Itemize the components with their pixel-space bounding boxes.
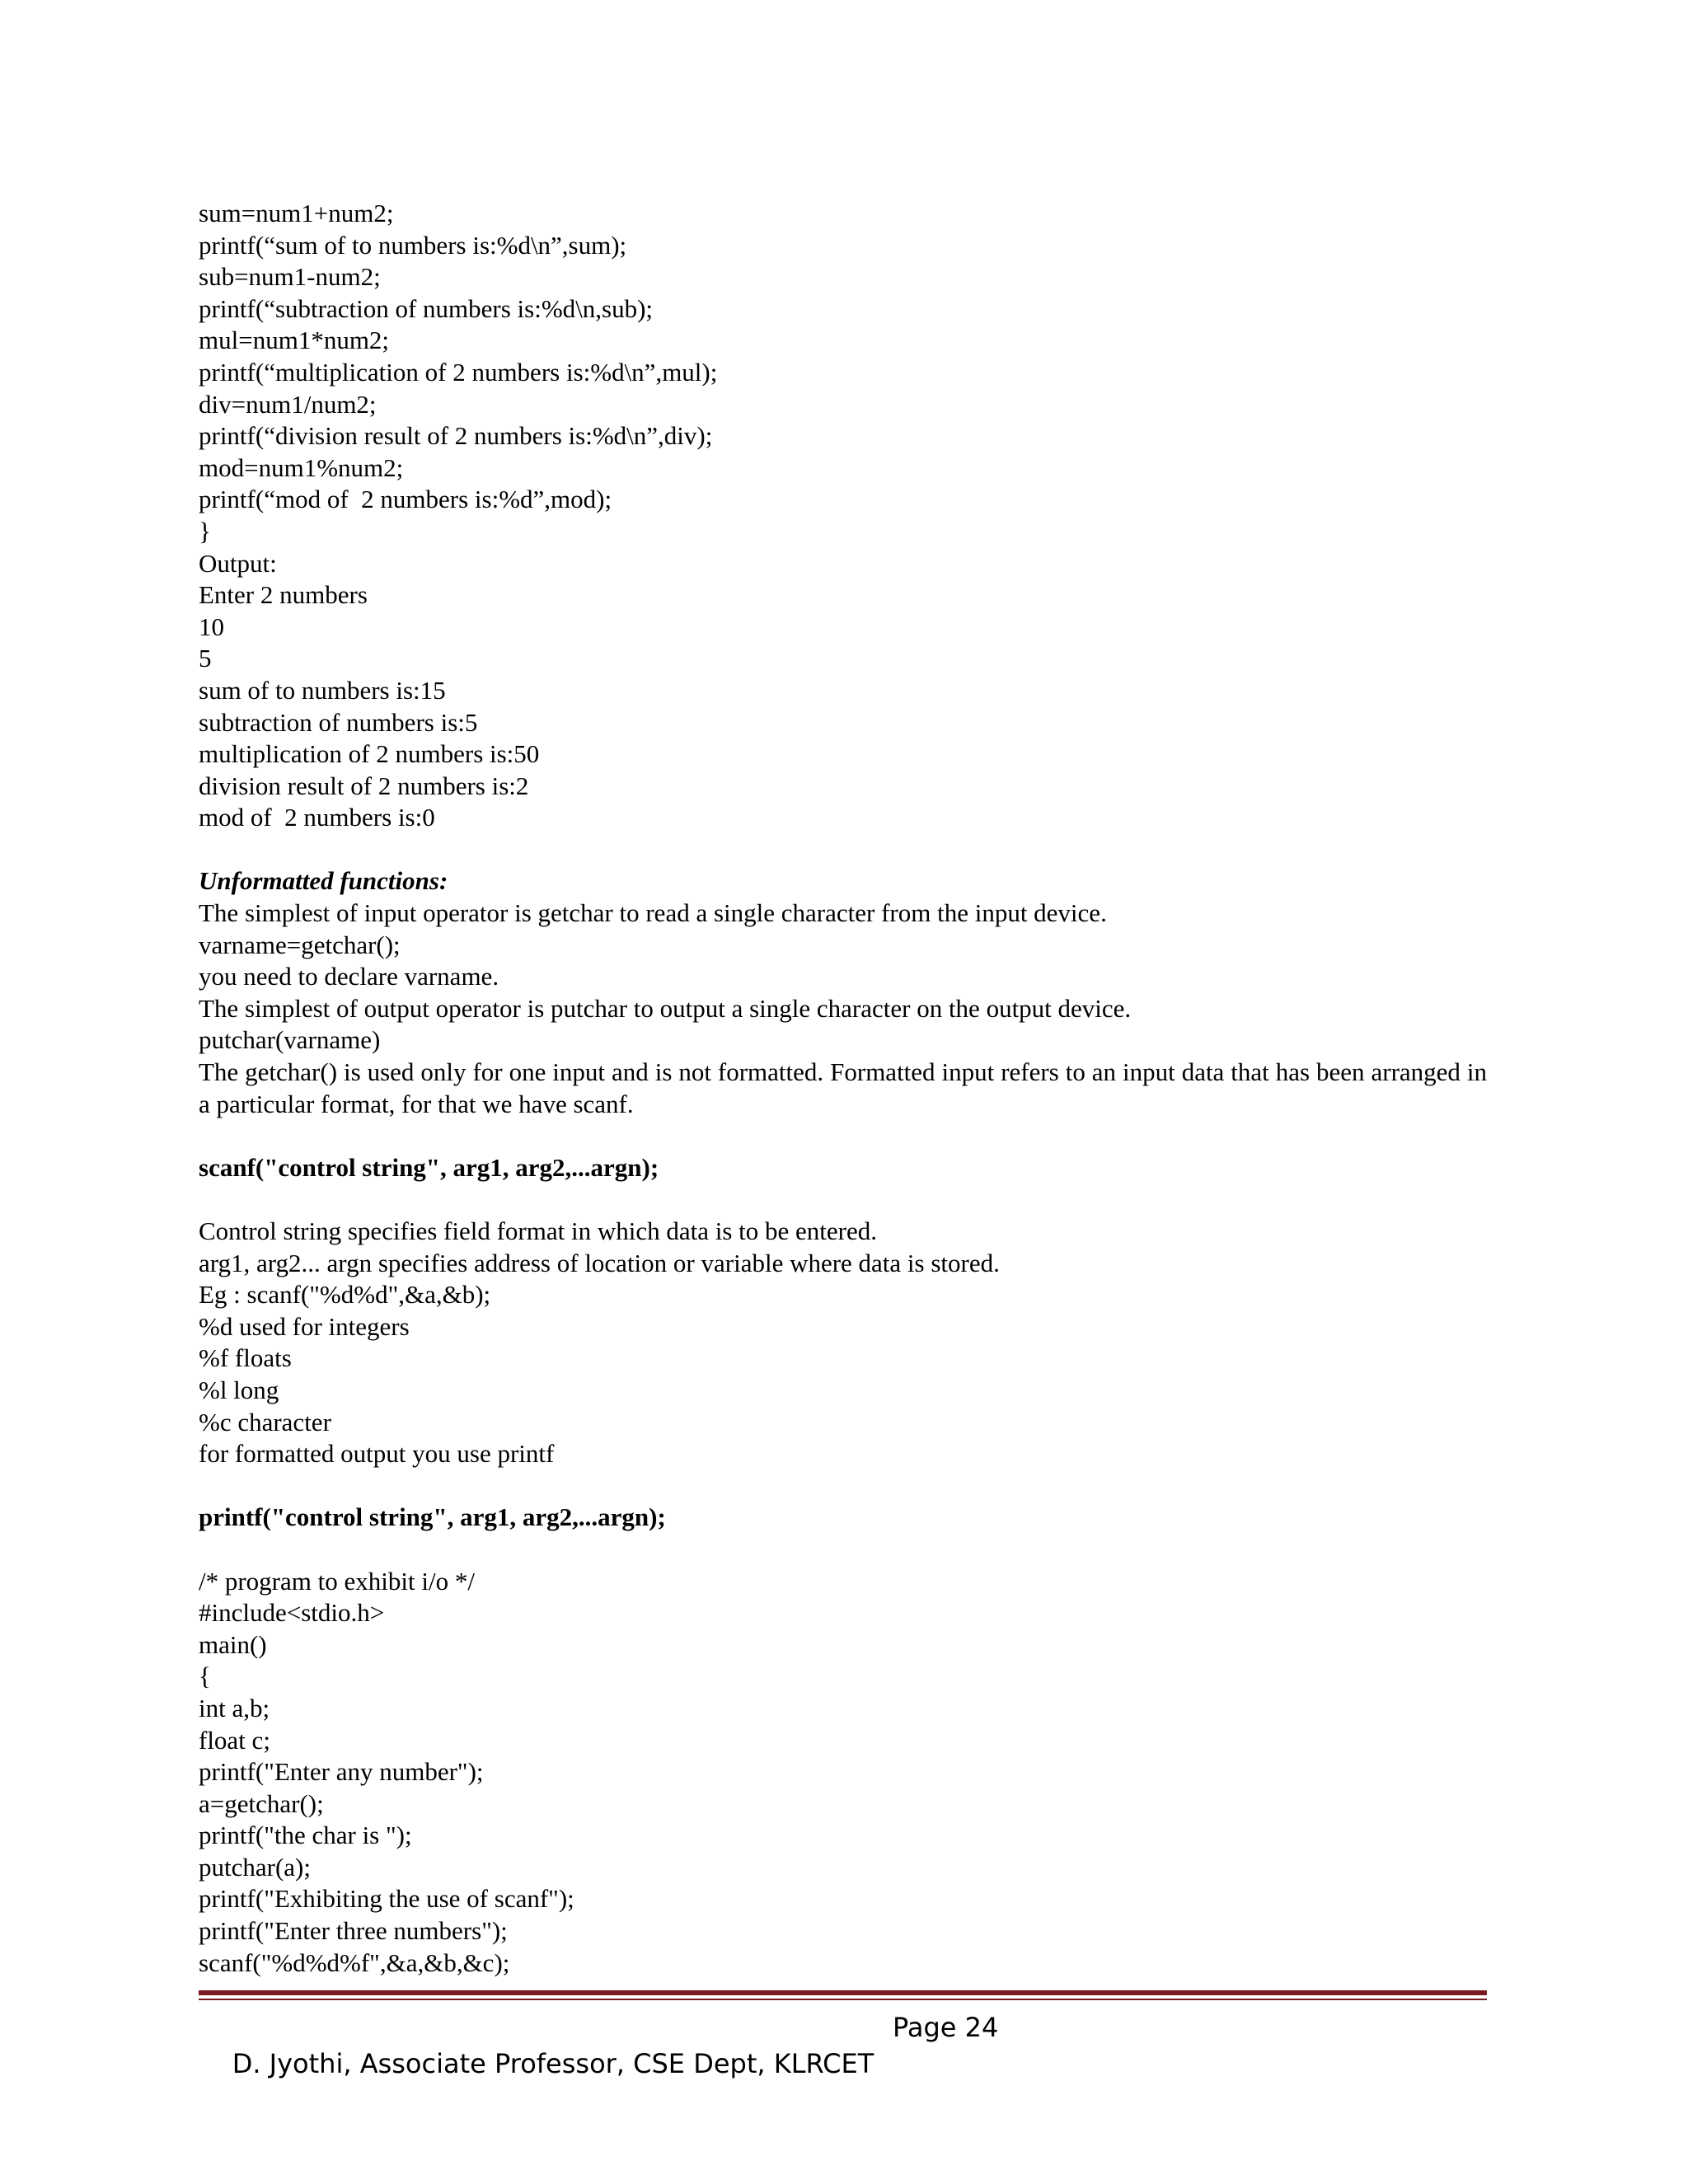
code-block-top — [199, 198, 1487, 834]
code-line: div=num1/num2; — [199, 389, 377, 419]
output-line: mod of 2 numbers is:0 — [199, 803, 435, 832]
output-label: Output: — [199, 548, 277, 578]
code-line: printf(“sum of to numbers is:%d\n”,sum); — [199, 230, 627, 260]
output-line: division result of 2 numbers is:2 — [199, 771, 529, 800]
output-line: sum of to numbers is:15 — [199, 675, 446, 705]
output-line: 10 — [199, 612, 224, 641]
text-line: %d used for integers — [199, 1311, 410, 1341]
footer-author: D. Jyothi, Associate Professor, CSE Dept, KLRCET — [232, 2048, 874, 2079]
scanf-syntax-heading: scanf("control string", arg1, arg2,...argn); — [199, 1152, 659, 1182]
text-line: %l long — [199, 1375, 279, 1404]
code-line: { — [199, 1661, 211, 1691]
scanf-section — [199, 1216, 1487, 1470]
code-line: printf(“division result of 2 numbers is:%d\n”,div); — [199, 421, 713, 451]
code-line: mul=num1*num2; — [199, 326, 390, 355]
spacer — [199, 834, 1487, 866]
spacer — [199, 1120, 1487, 1152]
output-line: Enter 2 numbers — [199, 580, 368, 610]
paragraph-formatted-input: The getchar() is used only for one input and is not formatted. Formatted input refers to an input data that has been arranged in a particular format, for that we have scanf. — [199, 1057, 1487, 1118]
code-line: sum=num1+num2; — [199, 199, 394, 227]
code-line: printf(“subtraction of numbers is:%d\n,sub); — [199, 293, 654, 323]
section-heading-unformatted: Unformatted functions: — [199, 866, 448, 896]
program-listing — [199, 1566, 1487, 1980]
text-line: you need to declare varname. — [199, 962, 499, 991]
unformatted-section — [199, 865, 1487, 1120]
code-line: printf("Exhibiting the use of scanf"); — [199, 1884, 574, 1914]
text-line: Control string specifies field format in which data is to be entered. — [199, 1216, 877, 1245]
text-line: The simplest of input operator is getchar to read a single character from the input device. — [199, 898, 1107, 928]
output-line: subtraction of numbers is:5 — [199, 707, 478, 737]
code-line: sub=num1-num2; — [199, 262, 381, 292]
text-line: %c character — [199, 1407, 331, 1436]
page-body — [199, 198, 1487, 1979]
printf-syntax-heading: printf("control string", arg1, arg2,...argn); — [199, 1502, 666, 1532]
text-line: The simplest of output operator is putchar to output a single character on the output device. — [199, 993, 1132, 1023]
text-line: arg1, arg2... argn specifies address of location or variable where data is stored. — [199, 1248, 1000, 1277]
code-line: } — [199, 516, 211, 546]
code-line: main() — [199, 1629, 267, 1659]
code-line: float c; — [199, 1725, 270, 1755]
code-line: printf("Enter three numbers"); — [199, 1916, 508, 1946]
code-line: printf(“mod of 2 numbers is:%d”,mod); — [199, 485, 612, 514]
code-line: putchar(a); — [199, 1852, 311, 1882]
code-line: printf("the char is "); — [199, 1821, 412, 1850]
spacer — [199, 1183, 1487, 1216]
code-line: int a,b; — [199, 1693, 270, 1722]
page-footer — [199, 2009, 999, 2154]
page-number: Page 24 — [893, 2012, 999, 2043]
code-line: printf(“multiplication of 2 numbers is:%d\n”,mul); — [199, 357, 718, 387]
output-line: multiplication of 2 numbers is:50 — [199, 739, 540, 769]
code-line: printf("Enter any number"); — [199, 1757, 484, 1787]
code-line: scanf("%d%d%f",&a,&b,&c); — [199, 1947, 510, 1977]
footer-rule-thin — [199, 1999, 1487, 2000]
output-line: 5 — [199, 644, 212, 673]
code-line: a=getchar(); — [199, 1788, 324, 1818]
text-line: varname=getchar(); — [199, 930, 401, 959]
spacer — [199, 1470, 1487, 1502]
text-line: %f floats — [199, 1343, 292, 1373]
spacer — [199, 1534, 1487, 1566]
footer-rule — [199, 1990, 1487, 1995]
text-line: putchar(varname) — [199, 1025, 381, 1055]
code-line: /* program to exhibit i/o */ — [199, 1566, 475, 1596]
code-line: mod=num1%num2; — [199, 452, 404, 482]
text-line: for formatted output you use printf — [199, 1439, 555, 1469]
text-line: Eg : scanf("%d%d",&a,&b); — [199, 1280, 491, 1310]
code-line: #include<stdio.h> — [199, 1598, 385, 1628]
